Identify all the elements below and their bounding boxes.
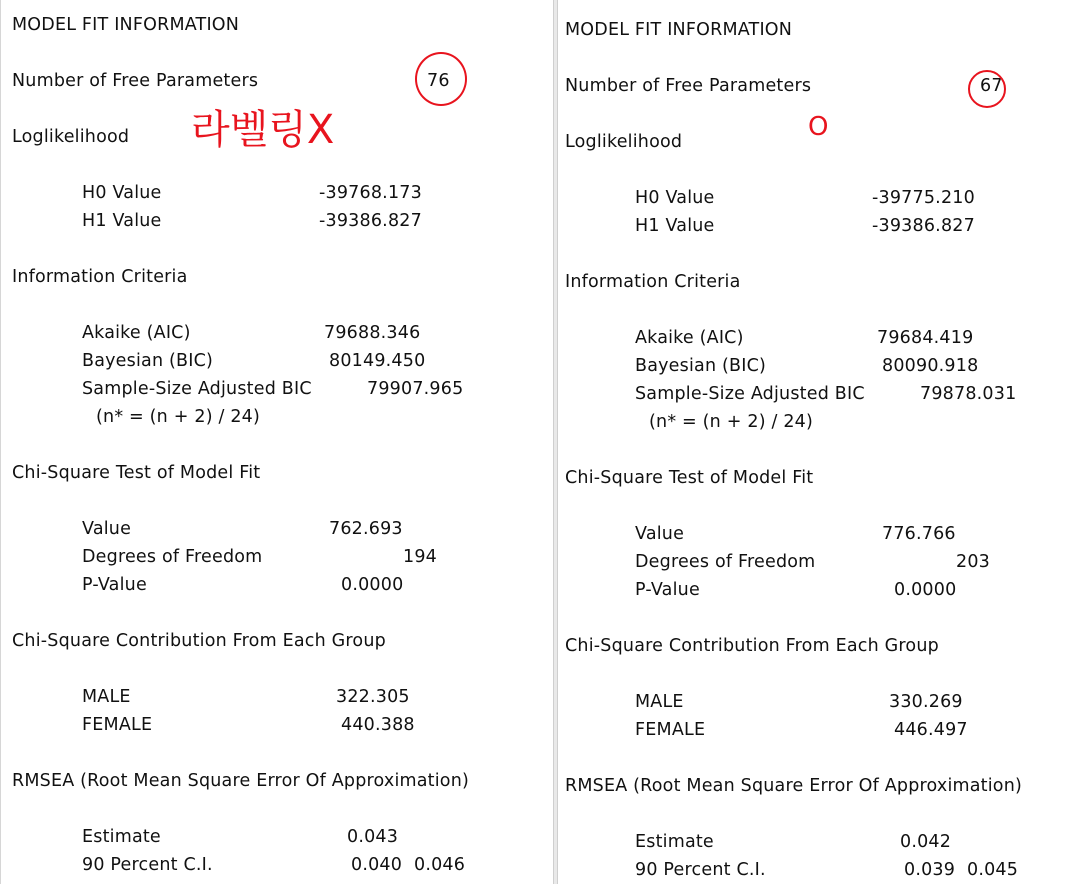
female-value: 440.388: [341, 715, 415, 735]
ci-label: 90 Percent C.I.: [82, 855, 213, 875]
pvalue-value: 0.0000: [341, 575, 404, 595]
estimate-value: 0.042: [900, 832, 952, 852]
chisq-value: 776.766: [882, 524, 956, 544]
ci-high-value: 0.046: [414, 855, 466, 875]
section-title: MODEL FIT INFORMATION: [12, 15, 240, 35]
h1-label: H1 Value: [82, 211, 162, 231]
male-label: MALE: [635, 692, 684, 712]
section-title: MODEL FIT INFORMATION: [565, 20, 793, 40]
male-label: MALE: [82, 687, 131, 707]
estimate-label: Estimate: [635, 832, 714, 852]
loglikelihood-label: Loglikelihood: [565, 132, 683, 152]
bic-label: Bayesian (BIC): [82, 351, 214, 371]
ssabic-value: 79907.965: [367, 379, 464, 399]
pvalue-label: P-Value: [82, 575, 147, 595]
info-criteria-label: Information Criteria: [12, 267, 188, 287]
h0-label: H0 Value: [635, 188, 715, 208]
ci-label: 90 Percent C.I.: [635, 860, 766, 880]
ssabic-label: Sample-Size Adjusted BIC: [635, 384, 865, 404]
female-value: 446.497: [894, 720, 968, 740]
annotation-handwriting: O: [808, 112, 829, 142]
annotation-circle: [968, 70, 1006, 108]
bic-value: 80090.918: [882, 356, 979, 376]
ssabic-label: Sample-Size Adjusted BIC: [82, 379, 312, 399]
free-params-value: 76: [427, 71, 450, 91]
chisq-value-label: Value: [82, 519, 132, 539]
chisq-label: Chi-Square Test of Model Fit: [565, 468, 814, 488]
male-value: 322.305: [336, 687, 410, 707]
ci-low-value: 0.039: [904, 860, 956, 880]
loglikelihood-label: Loglikelihood: [12, 127, 130, 147]
aic-label: Akaike (AIC): [82, 323, 191, 343]
annotation-handwriting: 라벨링X: [191, 107, 335, 153]
free-params-label: Number of Free Parameters: [565, 76, 812, 96]
rmsea-label: RMSEA (Root Mean Square Error Of Approximation): [565, 776, 1023, 796]
h1-value: -39386.827: [872, 216, 975, 236]
female-label: FEMALE: [635, 720, 706, 740]
estimate-value: 0.043: [347, 827, 399, 847]
info-criteria-label: Information Criteria: [565, 272, 741, 292]
estimate-label: Estimate: [82, 827, 161, 847]
df-label: Degrees of Freedom: [635, 552, 816, 572]
pvalue-label: P-Value: [635, 580, 700, 600]
h0-label: H0 Value: [82, 183, 162, 203]
chisq-value: 762.693: [329, 519, 403, 539]
free-params-label: Number of Free Parameters: [12, 71, 259, 91]
annotation-circle: [415, 52, 467, 106]
bic-value: 80149.450: [329, 351, 426, 371]
contrib-label: Chi-Square Contribution From Each Group: [12, 631, 386, 651]
aic-value: 79688.346: [324, 323, 421, 343]
aic-label: Akaike (AIC): [635, 328, 744, 348]
free-params-value: 67: [980, 76, 1003, 96]
pvalue-value: 0.0000: [894, 580, 957, 600]
ci-low-value: 0.040: [351, 855, 403, 875]
h1-value: -39386.827: [319, 211, 422, 231]
aic-value: 79684.419: [877, 328, 974, 348]
df-label: Degrees of Freedom: [82, 547, 263, 567]
ssabic-value: 79878.031: [920, 384, 1017, 404]
chisq-value-label: Value: [635, 524, 685, 544]
df-value: 194: [403, 547, 438, 567]
df-value: 203: [956, 552, 991, 572]
rmsea-label: RMSEA (Root Mean Square Error Of Approximation): [12, 771, 470, 791]
male-value: 330.269: [889, 692, 963, 712]
ssabic-note: (n* = (n + 2) / 24): [649, 412, 814, 432]
female-label: FEMALE: [82, 715, 153, 735]
ssabic-note: (n* = (n + 2) / 24): [96, 407, 261, 427]
right-output-pane: [558, 0, 1077, 884]
bic-label: Bayesian (BIC): [635, 356, 767, 376]
h0-value: -39775.210: [872, 188, 975, 208]
h1-label: H1 Value: [635, 216, 715, 236]
chisq-label: Chi-Square Test of Model Fit: [12, 463, 261, 483]
h0-value: -39768.173: [319, 183, 422, 203]
ci-high-value: 0.045: [967, 860, 1019, 880]
contrib-label: Chi-Square Contribution From Each Group: [565, 636, 939, 656]
